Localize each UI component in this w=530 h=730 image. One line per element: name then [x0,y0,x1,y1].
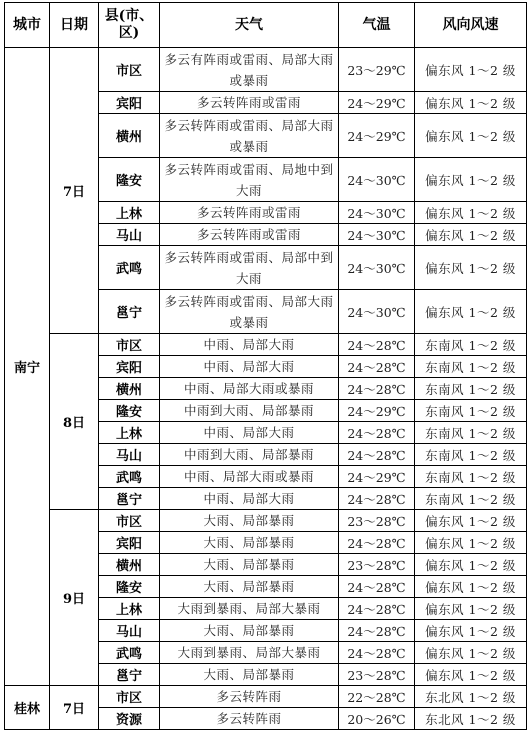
weather-cell: 中雨、局部大雨或暴雨 [160,466,339,488]
header-row [5,3,527,48]
weather-cell: 中雨、局部大雨 [160,334,339,356]
county-cell: 上林 [99,202,160,224]
county-cell: 宾阳 [99,356,160,378]
weather-cell: 大雨、局部暴雨 [160,510,339,532]
wind-cell: 偏东风 1～2 级 [415,114,527,158]
weather-cell: 多云转阵雨或雷雨 [160,202,339,224]
wind-cell: 偏东风 1～2 级 [415,92,527,114]
weather-cell: 中雨、局部大雨 [160,422,339,444]
weather-cell: 中雨到大雨、局部暴雨 [160,400,339,422]
temperature-cell: 22～28℃ [339,686,415,708]
temperature-cell: 24～28℃ [339,642,415,664]
county-cell: 马山 [99,444,160,466]
date-cell: 9日 [50,510,99,686]
header-weather: 天气 [160,3,339,48]
wind-cell: 偏东风 1～2 级 [415,224,527,246]
county-cell: 上林 [99,422,160,444]
weather-cell: 中雨、局部大雨或暴雨 [160,378,339,400]
temperature-cell: 24～28℃ [339,598,415,620]
date-cell: 8日 [50,334,99,510]
weather-cell: 大雨、局部暴雨 [160,554,339,576]
wind-cell: 东北风 1～2 级 [415,708,527,730]
table-row [5,48,527,92]
county-cell: 邕宁 [99,488,160,510]
county-cell: 宾阳 [99,92,160,114]
temperature-cell: 24～28℃ [339,444,415,466]
wind-cell: 东南风 1～2 级 [415,422,527,444]
weather-cell: 多云转阵雨 [160,686,339,708]
wind-cell: 东南风 1～2 级 [415,356,527,378]
weather-cell: 大雨、局部暴雨 [160,664,339,686]
county-cell: 武鸣 [99,246,160,290]
weather-cell: 多云有阵雨或雷雨、局部大雨或暴雨 [160,48,339,92]
county-cell: 市区 [99,510,160,532]
county-cell: 隆安 [99,158,160,202]
wind-cell: 偏东风 1～2 级 [415,598,527,620]
temperature-cell: 24～30℃ [339,224,415,246]
county-cell: 资源 [99,708,160,730]
temperature-cell: 24～28℃ [339,356,415,378]
county-cell: 市区 [99,334,160,356]
header-county: 县(市、区) [99,3,160,48]
weather-cell: 多云转阵雨或雷雨 [160,224,339,246]
temperature-cell: 24～30℃ [339,158,415,202]
temperature-cell: 23～29℃ [339,48,415,92]
city-cell: 南宁 [5,48,50,686]
county-cell: 马山 [99,620,160,642]
wind-cell: 偏东风 1～2 级 [415,510,527,532]
header-temperature: 气温 [339,3,415,48]
weather-cell: 大雨到暴雨、局部大暴雨 [160,642,339,664]
weather-cell: 中雨、局部大雨 [160,488,339,510]
temperature-cell: 24～28℃ [339,488,415,510]
wind-cell: 偏东风 1～2 级 [415,158,527,202]
table-row [5,510,527,532]
weather-forecast-table [4,2,527,730]
county-cell: 横州 [99,114,160,158]
table-row [5,686,527,708]
wind-cell: 偏东风 1～2 级 [415,620,527,642]
weather-cell: 多云转阵雨或雷雨、局部中到大雨 [160,246,339,290]
county-cell: 横州 [99,378,160,400]
weather-cell: 大雨、局部暴雨 [160,576,339,598]
weather-cell: 大雨、局部暴雨 [160,620,339,642]
weather-cell: 多云转阵雨或雷雨、局部大雨或暴雨 [160,290,339,334]
header-wind: 风向风速 [415,3,527,48]
county-cell: 马山 [99,224,160,246]
wind-cell: 东南风 1～2 级 [415,378,527,400]
temperature-cell: 24～29℃ [339,114,415,158]
wind-cell: 偏东风 1～2 级 [415,48,527,92]
temperature-cell: 20～26℃ [339,708,415,730]
wind-cell: 东南风 1～2 级 [415,334,527,356]
wind-cell: 偏东风 1～2 级 [415,554,527,576]
temperature-cell: 24～28℃ [339,576,415,598]
weather-cell: 多云转阵雨或雷雨 [160,92,339,114]
temperature-cell: 23～28℃ [339,510,415,532]
temperature-cell: 24～30℃ [339,290,415,334]
county-cell: 宾阳 [99,532,160,554]
temperature-cell: 24～30℃ [339,246,415,290]
temperature-cell: 23～28℃ [339,554,415,576]
weather-cell: 中雨、局部大雨 [160,356,339,378]
wind-cell: 偏东风 1～2 级 [415,664,527,686]
weather-cell: 大雨、局部暴雨 [160,532,339,554]
temperature-cell: 24～29℃ [339,466,415,488]
county-cell: 邕宁 [99,664,160,686]
temperature-cell: 24～28℃ [339,532,415,554]
wind-cell: 偏东风 1～2 级 [415,290,527,334]
county-cell: 武鸣 [99,642,160,664]
temperature-cell: 24～28℃ [339,378,415,400]
wind-cell: 偏东风 1～2 级 [415,642,527,664]
wind-cell: 东南风 1～2 级 [415,400,527,422]
county-cell: 邕宁 [99,290,160,334]
temperature-cell: 24～29℃ [339,400,415,422]
county-cell: 市区 [99,48,160,92]
wind-cell: 东北风 1～2 级 [415,686,527,708]
county-cell: 上林 [99,598,160,620]
wind-cell: 东南风 1～2 级 [415,466,527,488]
county-cell: 武鸣 [99,466,160,488]
wind-cell: 偏东风 1～2 级 [415,202,527,224]
wind-cell: 偏东风 1～2 级 [415,532,527,554]
weather-cell: 多云转阵雨或雷雨、局地中到大雨 [160,158,339,202]
temperature-cell: 23～28℃ [339,664,415,686]
header-city: 城市 [5,3,50,48]
temperature-cell: 24～30℃ [339,202,415,224]
wind-cell: 偏东风 1～2 级 [415,246,527,290]
header-date: 日期 [50,3,99,48]
date-cell: 7日 [50,48,99,334]
wind-cell: 东南风 1～2 级 [415,444,527,466]
county-cell: 市区 [99,686,160,708]
county-cell: 隆安 [99,400,160,422]
temperature-cell: 24～28℃ [339,334,415,356]
date-cell: 7日 [50,686,99,730]
wind-cell: 东南风 1～2 级 [415,488,527,510]
temperature-cell: 24～28℃ [339,422,415,444]
weather-cell: 中雨到大雨、局部暴雨 [160,444,339,466]
weather-cell: 多云转阵雨 [160,708,339,730]
weather-cell: 多云转阵雨或雷雨、局部大雨或暴雨 [160,114,339,158]
county-cell: 隆安 [99,576,160,598]
temperature-cell: 24～28℃ [339,620,415,642]
table-row [5,334,527,356]
wind-cell: 偏东风 1～2 级 [415,576,527,598]
city-cell: 桂林 [5,686,50,730]
weather-cell: 大雨到暴雨、局部大暴雨 [160,598,339,620]
temperature-cell: 24～29℃ [339,92,415,114]
county-cell: 横州 [99,554,160,576]
